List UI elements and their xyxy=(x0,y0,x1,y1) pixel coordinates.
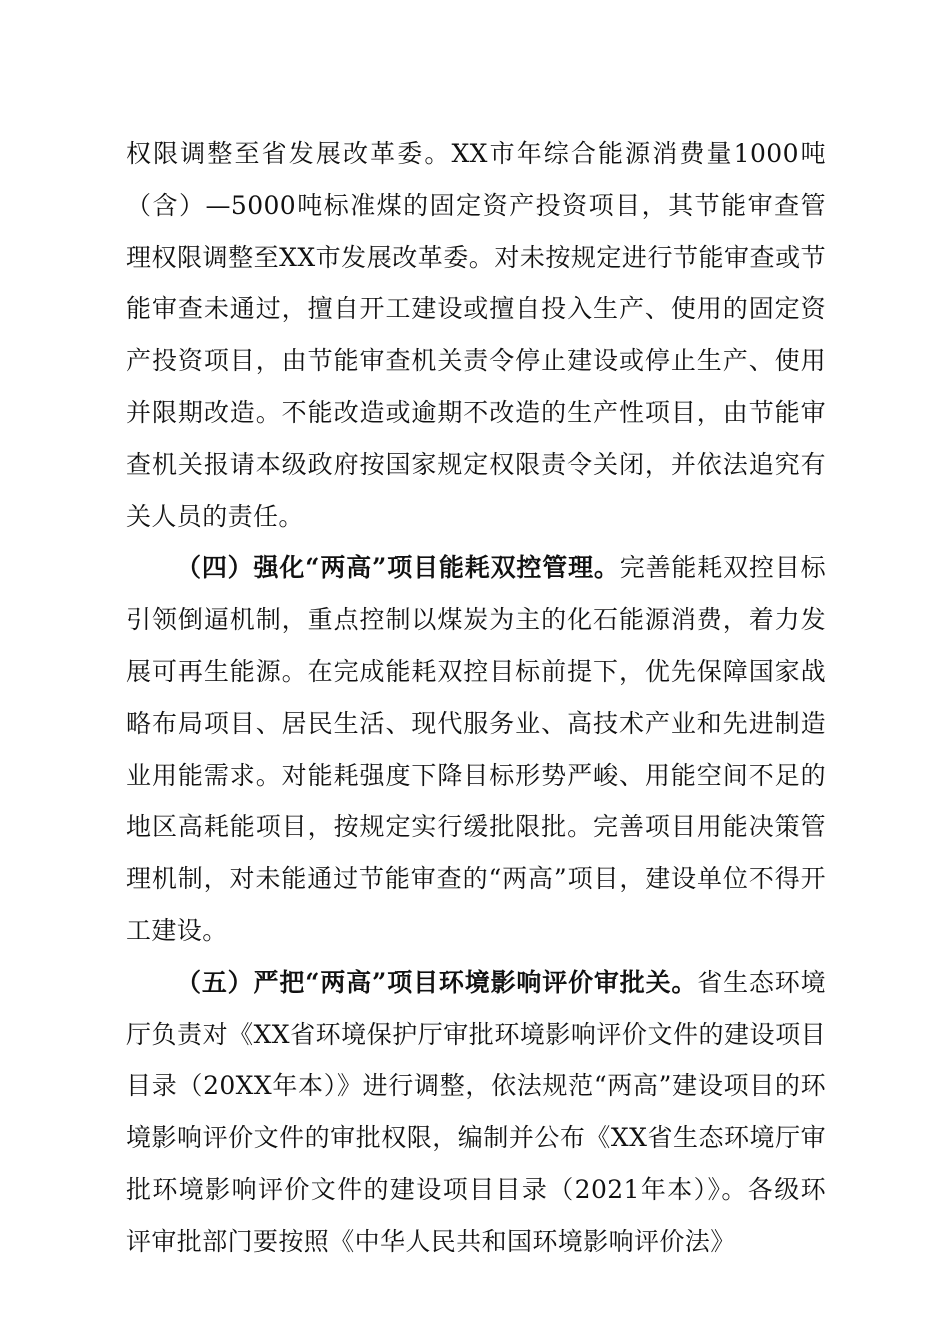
section-heading: （四）强化“两高”项目能耗双控管理。 xyxy=(176,553,620,583)
paragraph-body: 权限调整至省发展改革委。XX市年综合能源消费量1000吨（含）—5000吨标准煤的固定资产投资项目，其节能审查管理权限调整至XX市发展改革委。对未按规定进行节能审查或节能审查未通过，擅自开工建设或擅自投入生产、使用的固定资产投资项目，由节能审查机关责令停止建设或停止生产、使用并限期改造。不能改造或逾期不改造的生产性项目，由节能审查机关报请本级政府按国家规定权限责令关闭，并依法追究有关人员的责任。 xyxy=(126,139,826,531)
document-page xyxy=(126,128,826,1268)
paragraph-body: 省生态环境厅负责对《XX省环境保护厅审批环境影响评价文件的建设项目目录（20XX年本）》进行调整，依法规范“两高”建设项目的环境影响评价文件的审批权限，编制并公布《XX省生态环境厅审批环境影响评价文件的建设项目目录（2021年本）》。各级环评审批部门要按照《中华人民共和国环境影响评价法》 xyxy=(126,967,826,1256)
paragraph-body: 完善能耗双控目标引领倒逼机制，重点控制以煤炭为主的化石能源消费，着力发展可再生能源。在完成能耗双控目标前提下，优先保障国家战略布局项目、居民生活、现代服务业、高技术产业和先进制造业用能需求。对能耗强度下降目标形势严峻、用能空间不足的地区高耗能项目，按规定实行缓批限批。完善项目用能决策管理机制，对未能通过节能审查的“两高”项目，建设单位不得开工建设。 xyxy=(126,553,826,945)
paragraph-section-four xyxy=(126,542,826,956)
paragraph-section-five xyxy=(126,957,826,1268)
paragraph-continuation xyxy=(126,128,826,542)
section-heading: （五）严把“两高”项目环境影响评价审批关。 xyxy=(176,967,698,997)
